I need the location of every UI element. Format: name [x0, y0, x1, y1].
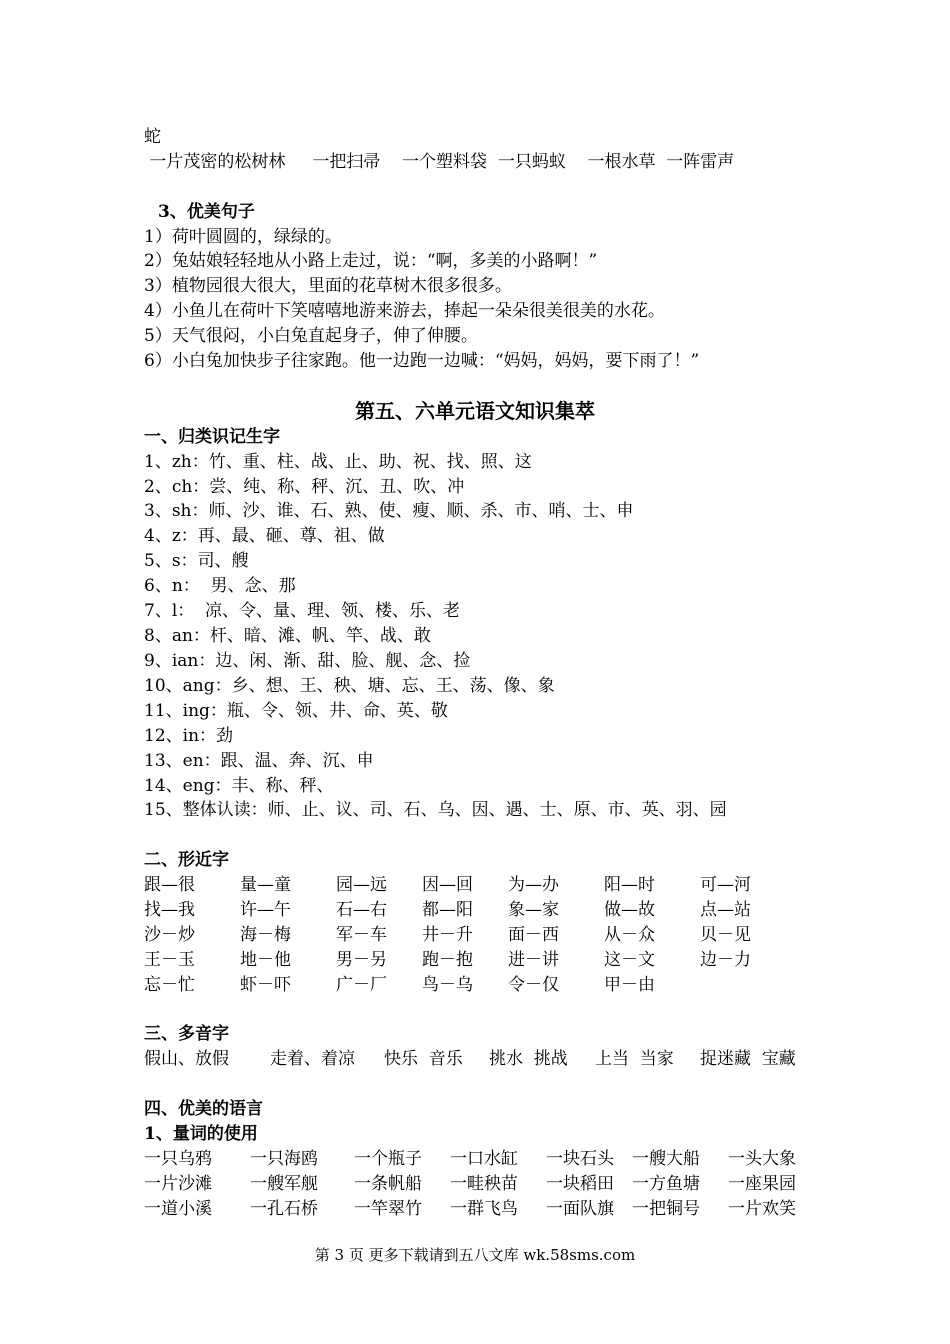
sentence-item: 2）兔姑娘轻轻地从小路上走过，说：“啊，多美的小路啊！”	[144, 251, 598, 271]
similar-pair: 做—故	[604, 900, 655, 920]
sentence-item: 5）天气很闷，小白兔直起身子，伸了伸腰。	[144, 326, 478, 346]
polyphone-item: 走着、着凉	[270, 1049, 355, 1069]
section2-heading: 二、形近字	[144, 850, 229, 870]
page-footer: 第 3 页 更多下载请到五八文库 wk.58sms.com	[314, 1246, 636, 1264]
similar-pair: 贝－见	[700, 925, 751, 945]
section1-heading: 一、归类识记生字	[144, 427, 280, 447]
char-group: 12、in：劲	[144, 726, 234, 746]
measure-item: 一方鱼塘	[632, 1174, 700, 1194]
measure-item: 一孔石桥	[250, 1199, 318, 1219]
char-group: 3、sh：师、沙、谁、石、熟、使、瘦、顺、杀、市、哨、士、申	[144, 501, 634, 521]
measure-item: 一艘军舰	[250, 1174, 318, 1194]
similar-pair: 这－文	[604, 950, 655, 970]
measure-item: 一面队旗	[546, 1199, 614, 1219]
unit-title: 第五、六单元语文知识集萃	[355, 399, 595, 423]
char-group: 8、an：杆、暗、滩、帆、竿、战、敢	[144, 626, 431, 646]
similar-pair: 石—右	[336, 900, 387, 920]
char-group: 13、en：跟、温、奔、沉、申	[144, 751, 374, 771]
similar-pair: 许—午	[240, 900, 291, 920]
similar-pair: 海－梅	[240, 925, 291, 945]
measure-item: 一座果园	[728, 1174, 796, 1194]
similar-pair: 男－另	[336, 950, 387, 970]
similar-pair: 进－讲	[508, 950, 559, 970]
similar-pair: 找—我	[144, 900, 195, 920]
char-group: 4、z：再、最、砸、尊、祖、做	[144, 526, 385, 546]
polyphone-item: 捉迷藏 宝藏	[700, 1049, 796, 1069]
measure-item: 一艘大船	[632, 1149, 700, 1169]
measure-item: 一道小溪	[144, 1199, 212, 1219]
polyphone-item: 假山、放假	[144, 1049, 229, 1069]
measure-item: 一片沙滩	[144, 1174, 212, 1194]
similar-pair: 广－厂	[336, 975, 387, 995]
measure-item: 一条帆船	[354, 1174, 422, 1194]
similar-pair: 可—河	[700, 875, 751, 895]
similar-pair: 王－玉	[144, 950, 195, 970]
char-group: 1、zh：竹、重、柱、战、止、助、祝、找、照、这	[144, 452, 532, 472]
similar-pair: 令－仅	[508, 975, 559, 995]
char-group: 2、ch：尝、纯、称、秤、沉、丑、吹、冲	[144, 477, 465, 497]
similar-pair: 沙－炒	[144, 925, 195, 945]
similar-pair: 地－他	[240, 950, 291, 970]
char-group: 14、eng：丰、称、秤、	[144, 776, 334, 796]
section4-subheading: 1、量词的使用	[144, 1124, 258, 1144]
measure-item: 一畦秧苗	[450, 1174, 518, 1194]
char-group: 7、l： 凉、令、量、理、领、楼、乐、老	[144, 601, 461, 621]
sentence-item: 3）植物园很大很大，里面的花草树木很多很多。	[144, 276, 512, 296]
similar-pair: 为—办	[508, 875, 559, 895]
similar-pair: 点—站	[700, 900, 751, 920]
char-group: 9、ian：边、闲、渐、甜、脸、舰、念、捡	[144, 651, 471, 671]
similar-pair: 因—回	[422, 875, 473, 895]
similar-pair: 园—远	[336, 875, 387, 895]
similar-pair: 跑－抱	[422, 950, 473, 970]
section3-heading: 三、多音字	[144, 1024, 229, 1044]
measure-item: 一只海鸥	[250, 1149, 318, 1169]
char-group: 6、n： 男、念、那	[144, 576, 296, 596]
similar-pair: 都—阳	[422, 900, 473, 920]
sentence-item: 1）荷叶圆圆的，绿绿的。	[144, 227, 342, 247]
measure-item: 一头大象	[728, 1149, 796, 1169]
measure-item: 一个瓶子	[354, 1149, 422, 1169]
measure-item: 一群飞鸟	[450, 1199, 518, 1219]
polyphone-item: 快乐 音乐	[384, 1049, 463, 1069]
measure-word-line: 一片茂密的松树林 一把扫帚 一个塑料袋 一只蚂蚁 一根水草 一阵雷声	[144, 152, 735, 172]
similar-pair: 忘－忙	[144, 975, 195, 995]
char-group: 11、ing：瓶、令、领、井、命、英、敬	[144, 701, 448, 721]
snake-text: 蛇	[144, 127, 161, 147]
similar-pair: 虾－吓	[240, 975, 291, 995]
sentence-item: 4）小鱼儿在荷叶下笑嘻嘻地游来游去，捧起一朵朵很美很美的水花。	[144, 301, 665, 321]
similar-pair: 象—家	[508, 900, 559, 920]
similar-pair: 边－力	[700, 950, 751, 970]
similar-pair: 甲－由	[604, 975, 655, 995]
char-group: 10、ang：乡、想、王、秧、塘、忘、王、荡、像、象	[144, 676, 555, 696]
char-group: 15、整体认读：师、止、议、司、石、乌、因、遇、士、原、市、英、羽、园	[144, 800, 727, 820]
similar-pair: 军－车	[336, 925, 387, 945]
measure-item: 一块稻田	[546, 1174, 614, 1194]
sentences-heading: 3、优美句子	[158, 202, 255, 222]
measure-item: 一片欢笑	[728, 1199, 796, 1219]
measure-item: 一口水缸	[450, 1149, 518, 1169]
sentence-item: 6）小白兔加快步子往家跑。他一边跑一边喊：“妈妈，妈妈，要下雨了！”	[144, 351, 700, 371]
similar-pair: 面－西	[508, 925, 559, 945]
measure-item: 一竿翠竹	[354, 1199, 422, 1219]
measure-item: 一块石头	[546, 1149, 614, 1169]
similar-pair: 鸟－乌	[422, 975, 473, 995]
measure-item: 一把铜号	[632, 1199, 700, 1219]
polyphone-item: 挑水 挑战	[489, 1049, 568, 1069]
similar-pair: 跟—很	[144, 875, 195, 895]
section4-heading: 四、优美的语言	[144, 1099, 263, 1119]
measure-item: 一只乌鸦	[144, 1149, 212, 1169]
similar-pair: 从－众	[604, 925, 655, 945]
char-group: 5、s：司、艘	[144, 551, 249, 571]
similar-pair: 井－升	[422, 925, 473, 945]
similar-pair: 量—童	[240, 875, 291, 895]
polyphone-item: 上当 当家	[595, 1049, 674, 1069]
similar-pair: 阳—时	[604, 875, 655, 895]
